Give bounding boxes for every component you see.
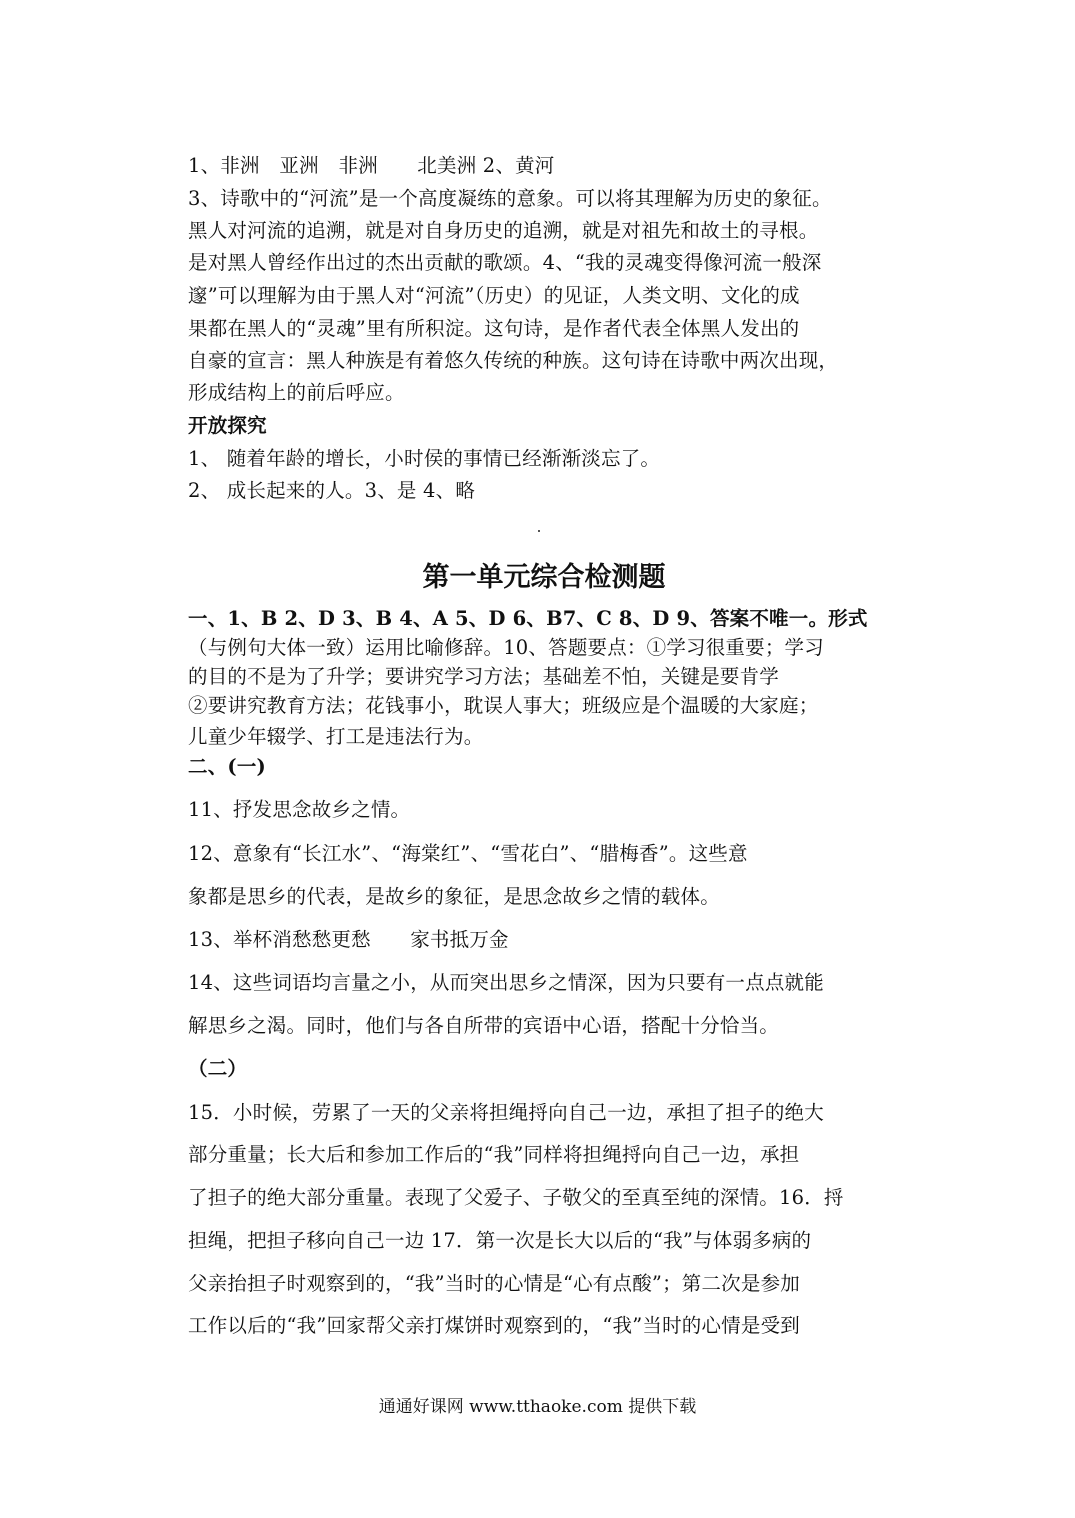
q14-line-2: 解思乡之渴。同时，他们与各自所带的宾语中心语，搭配十分恰当。 <box>188 1014 780 1037</box>
open-section-title: 开放探究 <box>188 414 267 437</box>
open-section-line-2: 2、 成长起来的人。3、是 4、略 <box>188 479 476 502</box>
q14-line-1: 14、这些词语均言量之小，从而突出思乡之情深，因为只要有一点点就能 <box>188 971 824 994</box>
part-one-line-4: ②要讲究教育方法；花钱事小，耽误人事大；班级应是个温暖的大家庭； <box>188 694 819 717</box>
q12-line-1: 12、意象有“长江水”、“海棠红”、“雪花白”、“腊梅香”。这些意 <box>188 842 748 865</box>
q11-line: 11、抒发思念故乡之情。 <box>188 798 411 821</box>
answer-line-5: 邃”可以理解为由于黑人对“河流”（历史）的见证，人类文明、文化的成 <box>188 284 800 307</box>
q15-line-3: 了担子的绝大部分重量。表现了父爱子、子敬父的至真至纯的深情。16．捋 <box>188 1186 844 1209</box>
q15-line-2: 部分重量；长大后和参加工作后的“我”同样将担绳捋向自己一边，承担 <box>188 1143 800 1166</box>
q13-line: 13、举杯消愁愁更愁 家书抵万金 <box>188 928 509 951</box>
unit-title: 第一单元综合检测题 <box>422 562 666 593</box>
answer-line-1: 1、非洲 亚洲 非洲 北美洲 2、黄河 <box>188 154 555 177</box>
answer-line-7: 自豪的宣言：黑人种族是有着悠久传统的种族。这句诗在诗歌中两次出现， <box>188 349 839 372</box>
part-two-sub-heading: （二） <box>188 1057 248 1080</box>
part-one-line-2: （与例句大体一致）运用比喻修辞。10、答题要点：①学习很重要；学习 <box>188 636 824 659</box>
answer-line-2: 3、诗歌中的“河流”是一个高度凝练的意象。可以将其理解为历史的象征。 <box>188 187 832 210</box>
page-footer: 通通好课网 www.tthaoke.com 提供下载 <box>378 1397 697 1417</box>
q17-line-3: 工作以后的“我”回家帮父亲打煤饼时观察到的，“我”当时的心情是受到 <box>188 1314 800 1337</box>
open-section-line-1: 1、 随着年龄的增长，小时侯的事情已经渐渐淡忘了。 <box>188 447 661 470</box>
q17-line-2: 父亲抬担子时观察到的，“我”当时的心情是“心有点酸”；第二次是参加 <box>188 1272 800 1295</box>
q12-line-2: 象都是思乡的代表，是故乡的象征，是思念故乡之情的载体。 <box>188 885 720 908</box>
part-two-heading: 二、(一) <box>188 755 266 778</box>
part-one-line-5: 儿童少年辍学、打工是违法行为。 <box>188 725 484 748</box>
answer-line-8: 形成结构上的前后呼应。 <box>188 381 405 404</box>
part-one-line-3: 的目的不是为了升学；要讲究学习方法；基础差不怕，关键是要肯学 <box>188 665 780 688</box>
answer-line-6: 果都在黑人的“灵魂”里有所积淀。这句诗，是作者代表全体黑人发出的 <box>188 317 800 340</box>
answer-line-4: 是对黑人曾经作出过的杰出贡献的歌颂。4、“我的灵魂变得像河流一般深 <box>188 251 822 274</box>
scan-speck <box>538 530 540 532</box>
part-one-line-1: 一、1、B 2、D 3、B 4、A 5、D 6、B7、C 8、D 9、答案不唯一。形式 <box>188 607 868 630</box>
q17-line-1: 担绳，把担子移向自己一边 17．第一次是长大以后的“我”与体弱多病的 <box>188 1229 812 1252</box>
answer-line-3: 黑人对河流的追溯，就是对自身历史的追溯，就是对祖先和故土的寻根。 <box>188 219 819 242</box>
q15-line-1: 15．小时候，劳累了一天的父亲将担绳捋向自己一边，承担了担子的绝大 <box>188 1101 824 1124</box>
